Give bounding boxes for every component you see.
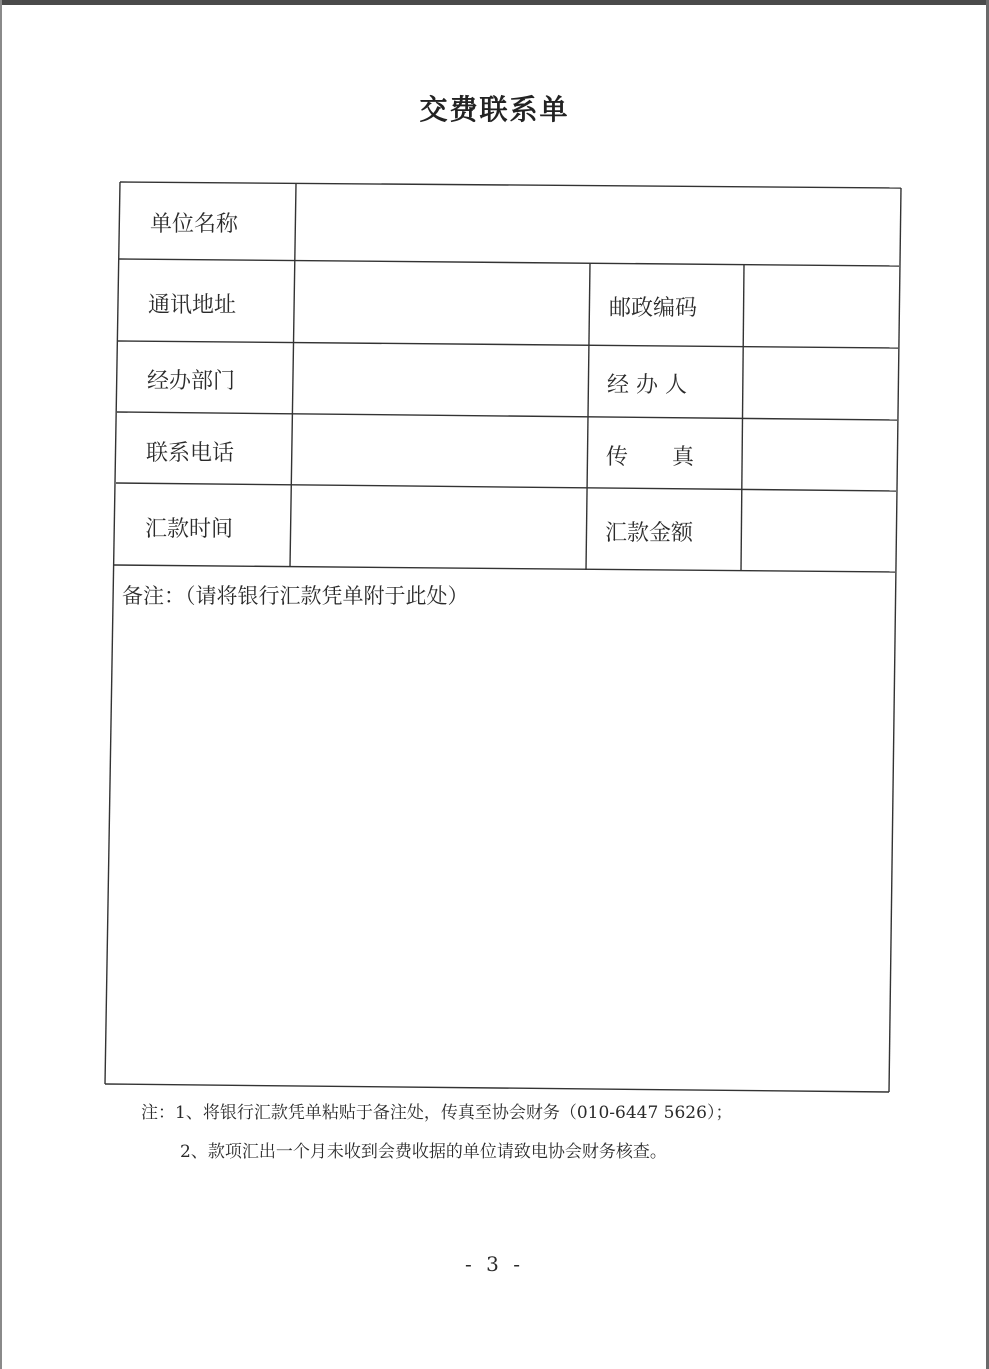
row-separator-2: [118, 341, 898, 348]
row-separator-1: [119, 259, 899, 266]
label-fax: 传 真: [606, 445, 695, 470]
row-separator-4: [116, 483, 896, 491]
label-remit-amount: 汇款金额: [605, 521, 694, 546]
label-postcode: 邮政编码: [609, 296, 698, 321]
label-address: 通讯地址: [148, 293, 237, 318]
note-2: 2、款项汇出一个月未收到会费收据的单位请致电协会财务核查。: [180, 1142, 667, 1162]
row-separator-3: [117, 412, 897, 420]
page-number: - 3 -: [465, 1252, 524, 1276]
form-border-left: [105, 182, 120, 1084]
label-department: 经办部门: [147, 369, 236, 394]
label-handler: 经 办 人: [607, 373, 687, 398]
form-border-top: [120, 182, 901, 188]
label-phone: 联系电话: [146, 441, 235, 466]
label-remit-time: 汇款时间: [145, 517, 234, 542]
col-separator-label: [290, 184, 296, 567]
row-separator-5: [114, 565, 895, 572]
note-1: 注：1、将银行汇款凭单粘贴于备注处，传真至协会财务（010-6447 5626）；: [141, 1103, 733, 1123]
remark-label: 备注：（请将银行汇款凭单附于此处）: [122, 584, 469, 608]
label-unit-name: 单位名称: [150, 212, 239, 237]
form-border-right: [889, 188, 901, 1092]
page-title: 交费联系单: [419, 93, 570, 126]
form-border-bottom: [105, 1084, 889, 1092]
